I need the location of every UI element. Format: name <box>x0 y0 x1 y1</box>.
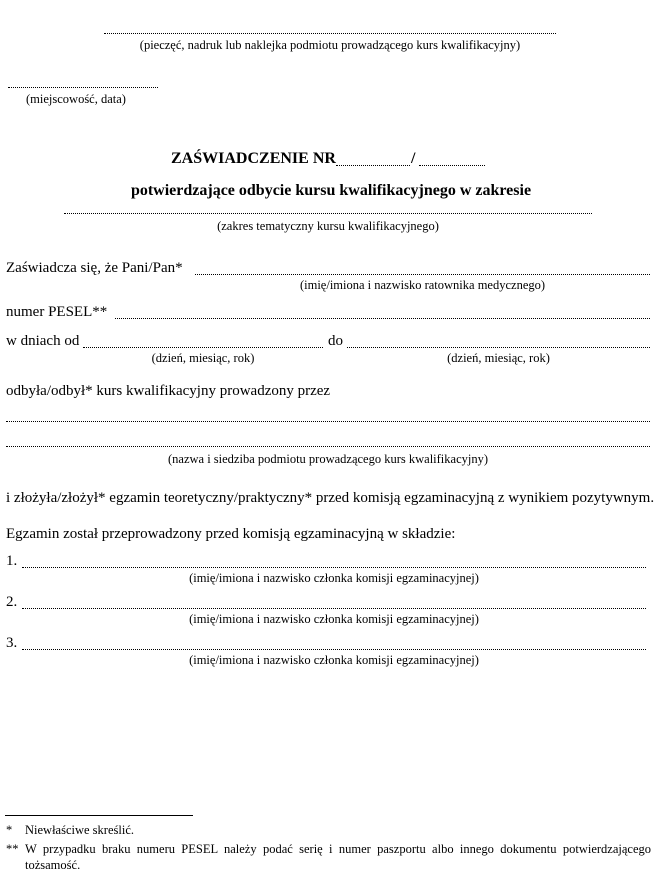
title-main: ZAŚWIADCZENIE NR <box>171 150 336 167</box>
member-3-caption: (imię/imiona i nazwisko członka komisji egzaminacyjnej) <box>189 653 479 667</box>
footnote-1-mark: * <box>6 823 13 837</box>
date-from-caption: (dzień, miesiąc, rok) <box>151 351 255 365</box>
rescuer-name-field[interactable] <box>195 274 650 275</box>
completed-label: odbyła/odbył* kurs kwalifikacyjny prowadzony przez <box>6 383 331 399</box>
document-subtitle: potwierdzające odbycie kursu kwalifikacyjnego w zakresie <box>130 182 532 199</box>
certificate-year-field[interactable] <box>419 165 485 166</box>
member-2-caption: (imię/imiona i nazwisko członka komisji egzaminacyjnej) <box>189 612 479 626</box>
provider-field-line-1[interactable] <box>6 421 650 422</box>
document-title <box>171 150 336 168</box>
footnote-rule <box>5 815 193 816</box>
provider-caption: (nazwa i siedziba podmiotu prowadzącego kurs kwalifikacyjny) <box>167 452 489 466</box>
rescuer-name-caption: (imię/imiona i nazwisko ratownika medycznego) <box>299 278 546 292</box>
member-1-caption: (imię/imiona i nazwisko członka komisji egzaminacyjnej) <box>189 571 479 585</box>
member-3-field[interactable] <box>22 649 646 650</box>
stamp-caption: (pieczęć, nadruk lub naklejka podmiotu prowadzącego kurs kwalifikacyjny) <box>139 38 521 52</box>
footnote-2-mark: ** <box>6 842 19 856</box>
member-1-field[interactable] <box>22 567 646 568</box>
footnote-2-text: W przypadku braku numeru PESEL należy podać serię i numer paszportu albo innego dokumentu potwierdzającego tożsamość. <box>25 842 651 872</box>
date-to-label: do <box>328 333 343 349</box>
date-to-field[interactable] <box>347 347 650 348</box>
footnote-1-text: Niewłaściwe skreślić. <box>25 823 134 837</box>
date-to-caption: (dzień, miesiąc, rok) <box>447 351 550 365</box>
place-date-field[interactable] <box>8 87 158 88</box>
member-3-number: 3. <box>6 635 18 651</box>
pesel-field[interactable] <box>115 318 650 319</box>
certificate-number-field[interactable] <box>336 165 410 166</box>
member-2-number: 2. <box>6 594 18 610</box>
date-from-label: w dniach od <box>6 333 80 349</box>
pesel-label: numer PESEL** <box>6 304 108 320</box>
title-separator: / <box>411 150 416 167</box>
member-1-number: 1. <box>6 553 18 569</box>
member-2-field[interactable] <box>22 608 646 609</box>
date-from-field[interactable] <box>83 347 323 348</box>
scope-field[interactable] <box>64 213 592 214</box>
provider-field-line-2[interactable] <box>6 446 650 447</box>
stamp-field[interactable] <box>104 33 556 34</box>
commission-intro: Egzamin został przeprowadzony przed komisją egzaminacyjną w składzie: <box>6 526 456 542</box>
certify-label: Zaświadcza się, że Pani/Pan* <box>6 260 183 276</box>
exam-statement: i złożyła/złożył* egzamin teoretyczny/praktyczny* przed komisją egzaminacyjną z wynikiem pozytywnym. <box>6 490 655 506</box>
place-date-caption: (miejscowość, data) <box>26 92 126 106</box>
scope-caption: (zakres tematyczny kursu kwalifikacyjnego) <box>217 219 439 233</box>
